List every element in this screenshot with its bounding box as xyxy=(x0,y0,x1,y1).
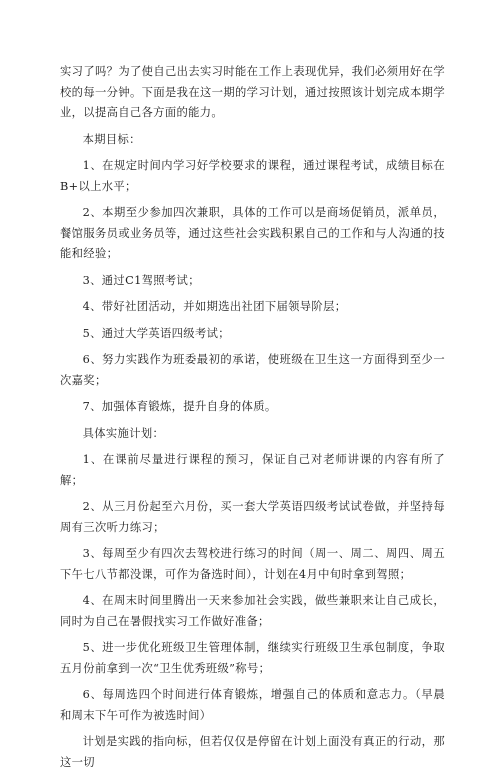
plan-item-4: 4、在周末时间里腾出一天来参加社会实践，做些兼职来让自己成长，同时为自己在暑假找实习工作做好准备； xyxy=(60,594,445,628)
plan-item-5: 5、进一步优化班级卫生管理体制，继续实行班级卫生承包制度，争取五月份前拿到一次“卫生优秀班级”称号； xyxy=(60,641,445,675)
plan-heading: 具体实施计划： xyxy=(82,426,165,440)
document-page xyxy=(60,62,445,773)
goal-item-4: 4、带好社团活动，并如期选出社团下届领导阶层； xyxy=(82,300,347,313)
plan-item-6: 6、每周选四个时间进行体育锻炼，增强自己的体质和意志力。（早晨和周末下午可作为被选时间） xyxy=(60,688,445,722)
goal-item-7: 7、加强体育锻炼，提升自身的体质。 xyxy=(82,400,277,413)
goal-item-3: 3、通过C1驾照考试； xyxy=(82,273,200,287)
goal-item-1: 1、在规定时间内学习好学校要求的课程，通过课程考试，成绩目标在B+以上水平； xyxy=(60,159,445,193)
goal-item-5: 5、通过大学英语四级考试； xyxy=(82,326,230,340)
plan-item-1: 1、在课前尽量进行课程的预习，保证自己对老师讲课的内容有所了解； xyxy=(60,453,445,487)
goal-item-6: 6、努力实践作为班委最初的承诺，使班级在卫生这一方面得到至少一次嘉奖； xyxy=(60,353,445,387)
plan-item-3: 3、每周至少有四次去驾校进行练习的时间（周一、周二、周四、周五下午七八节都没课，可作为备选时间），计划在4月中旬时拿到驾照； xyxy=(60,547,445,581)
closing-paragraph: 计划是实践的指向标，但若仅仅是停留在计划上面没有真正的行动，那这一切 xyxy=(60,735,445,769)
goal-item-2: 2、本期至少参加四次兼职，具体的工作可以是商场促销员，派单员，餐馆服务员或业务员等，通过这些社会实践积累自己的工作和与人沟通的技能和经验； xyxy=(60,206,445,260)
goals-heading: 本期目标： xyxy=(82,132,141,146)
intro-paragraph: 实习了吗？为了使自己出去实习时能在工作上表现优异，我们必须用好在学校的每一分钟。下面是我在这一期的学习计划，通过按照该计划完成本期学业，以提高自己各方面的能力。 xyxy=(60,65,445,119)
plan-item-2: 2、从三月份起至六月份，买一套大学英语四级考试试卷做，并坚持每周有三次听力练习； xyxy=(60,500,445,534)
